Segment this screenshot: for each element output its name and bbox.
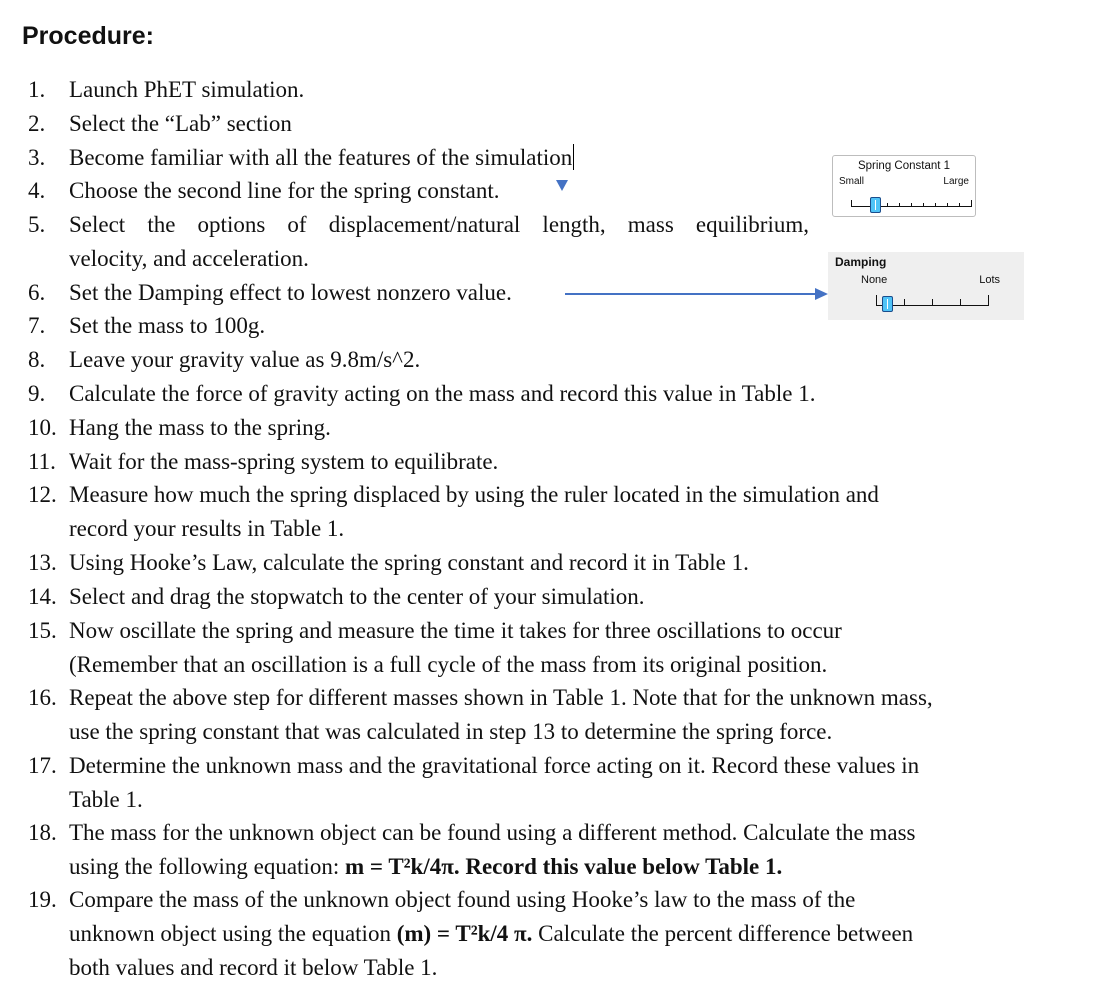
damping-slider-thumb[interactable] [882,296,893,312]
step-text: Choose the second line for the spring constant. [69,178,500,203]
slider-tick [947,203,948,207]
step-text: Select the options of displacement/natural length, mass equilibrium, [69,212,809,237]
step-number: 11. [28,449,56,474]
step-number: 8. [28,347,46,372]
step-number: 7. [28,313,46,338]
step-text-wrap [69,141,574,175]
slider-max-label: Large [943,176,969,187]
step-number: 17. [28,753,57,778]
damping-panel [828,252,1024,320]
page-heading: Procedure: [22,22,154,50]
slider-tick [988,295,989,306]
equation-intro: using the following equation: [69,854,345,879]
step-text-continuation: (Remember that an oscillation is a full cycle of the mass from its original position. [69,652,828,677]
step-number: 18. [28,820,57,845]
step-text: Select the “Lab” section [69,111,292,136]
step-text: Leave your gravity value as 9.8m/s^2. [69,347,421,372]
slider-tick [923,203,924,207]
step-text-continuation-2: both values and record it below Table 1. [69,955,438,980]
slider-tick [932,299,933,306]
slider-min-label: None [861,274,888,286]
equation-bold: (m) = T²k/4 π. [396,921,533,946]
spring-constant-slider-thumb[interactable] [870,197,881,213]
equation-outro: Calculate the percent difference between [532,921,914,946]
step-number: 19. [28,887,57,912]
step-text-continuation: use the spring constant that was calculated in step 13 to determine the spring force. [69,719,833,744]
step-text-continuation [69,850,782,884]
arrow-right-icon [815,288,828,300]
equation-bold: m = T²k/4π. Record this value below Table 1. [344,854,783,879]
step-text: Set the mass to 100g. [69,313,266,338]
step-text-continuation [69,917,913,951]
slider-tick [960,299,961,306]
step-text: Using Hooke’s Law, calculate the spring constant and record it in Table 1. [69,550,749,575]
step-number: 10. [28,415,57,440]
step-number: 13. [28,550,57,575]
step-text: Calculate the force of gravity acting on the mass and record this value in Table 1. [69,381,816,406]
slider-min-label: Small [839,176,865,187]
step-number: 4. [28,178,46,203]
step-number: 5. [28,212,46,237]
equation-intro: unknown object using the equation [69,921,397,946]
step-number: 9. [28,381,46,406]
slider-tick [851,200,852,207]
slider-tick [904,299,905,306]
step-text: Compare the mass of the unknown object found using Hooke’s law to the mass of the [69,887,856,912]
slider-tick [911,203,912,207]
step-number: 3. [28,145,46,170]
step-text: The mass for the unknown object can be found using a different method. Calculate the mass [69,820,916,845]
step-number: 15. [28,618,57,643]
spring-constant-panel [832,155,976,217]
step-number: 1. [28,77,46,102]
step-number: 2. [28,111,46,136]
slider-tick [887,203,888,207]
spring-constant-title: Spring Constant 1 [857,160,951,172]
step-number: 6. [28,280,46,305]
step-text-continuation: Table 1. [69,787,143,812]
step-text-continuation: record your results in Table 1. [69,516,345,541]
step-text: Launch PhET simulation. [69,77,305,102]
step-text: Wait for the mass-spring system to equilibrate. [69,449,499,474]
slider-tick [876,295,877,306]
slider-tick [935,203,936,207]
step-text: Measure how much the spring displaced by using the ruler located in the simulation and [69,482,879,507]
triangle-marker-icon [556,180,568,191]
step-number: 12. [28,482,57,507]
text-cursor [573,144,574,170]
step-text: Select and drag the stopwatch to the center of your simulation. [69,584,645,609]
slider-tick [971,200,972,207]
step-text: Repeat the above step for different masses shown in Table 1. Note that for the unknown mass, [69,685,933,710]
arrow-line [565,293,817,295]
step-number: 14. [28,584,57,609]
step-text: Hang the mass to the spring. [69,415,331,440]
step-text: Determine the unknown mass and the gravitational force acting on it. Record these values in [69,753,920,778]
slider-max-label: Lots [979,274,1000,286]
slider-tick [899,203,900,207]
step-text: Become familiar with all the features of the simulation [69,145,573,170]
slider-tick [959,203,960,207]
step-text-continuation: velocity, and acceleration. [69,246,309,271]
step-text: Now oscillate the spring and measure the time it takes for three oscillations to occur [69,618,842,643]
damping-title: Damping [835,255,887,269]
step-number: 16. [28,685,57,710]
step-text: Set the Damping effect to lowest nonzero value. [69,280,512,305]
